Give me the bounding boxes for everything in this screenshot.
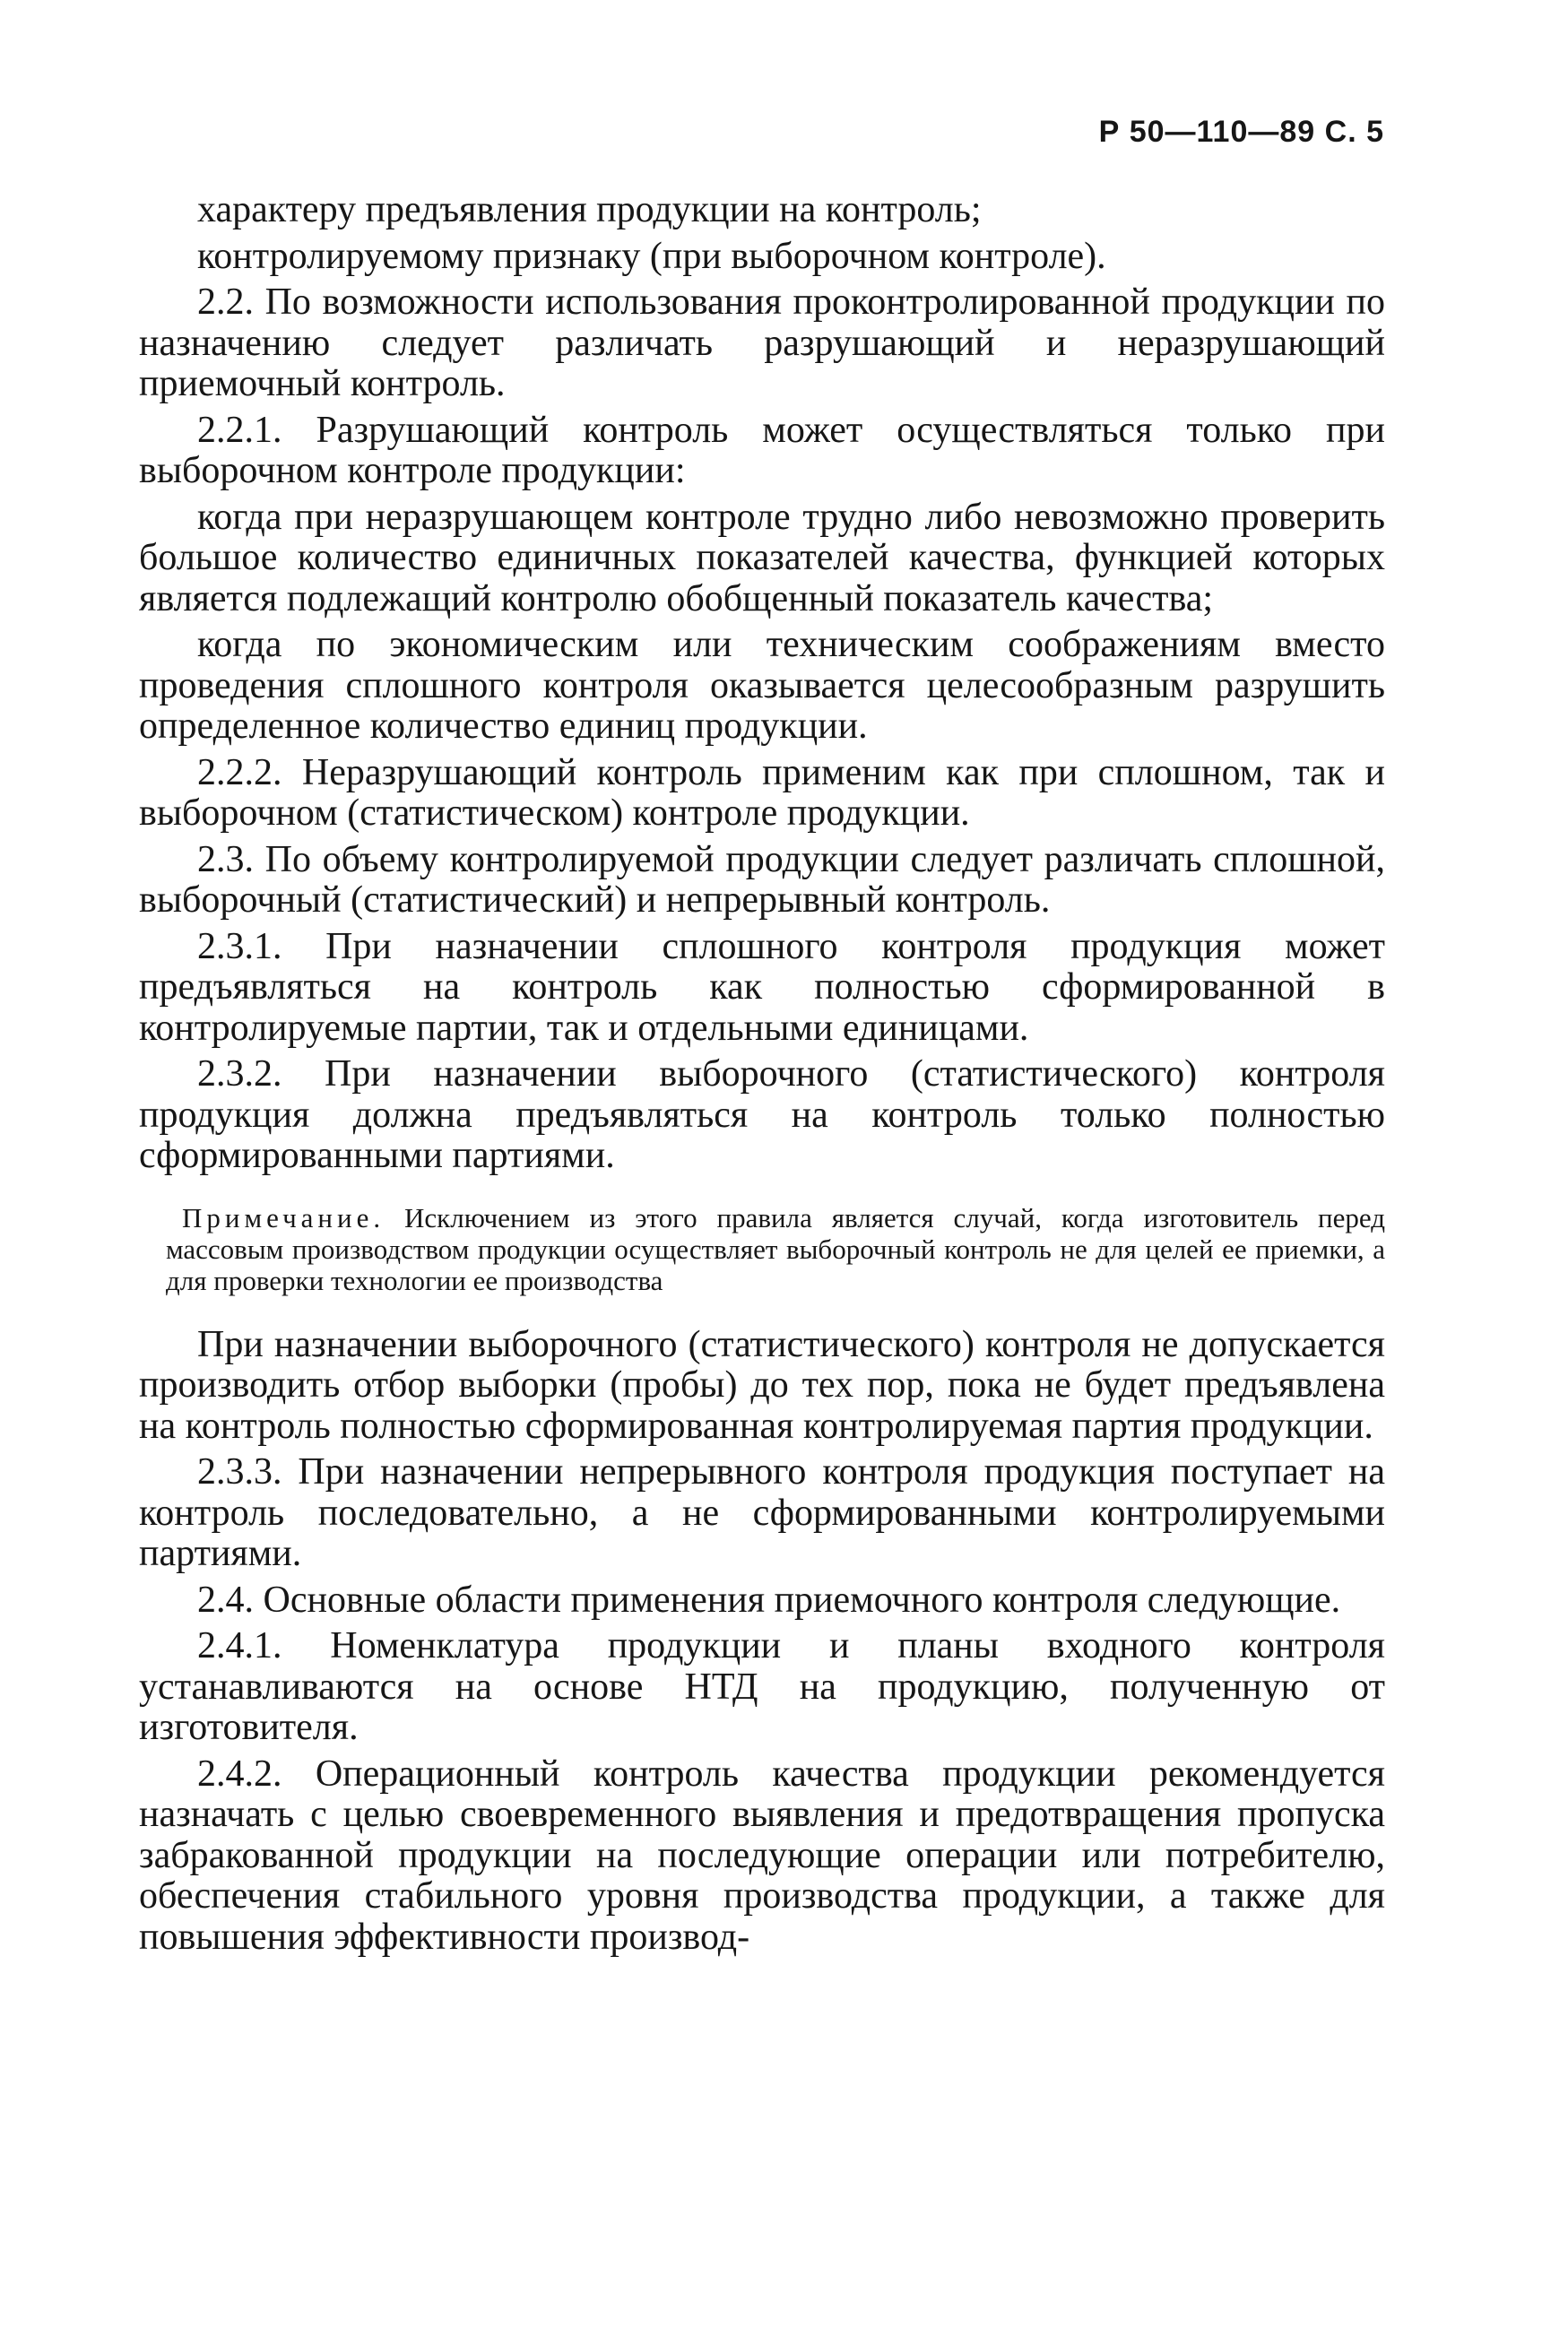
paragraph: 2.2.2. Неразрушающий контроль применим как при сплошном, так и выборочном (статистическом) контроле продукции. [139, 751, 1385, 834]
note [139, 1202, 1385, 1296]
paragraph: 2.3.1. При назначении сплошного контроля продукция может предъявляться на контроль как полностью сформированной в контролируемые партии, так и отдельными единицами. [139, 925, 1385, 1049]
note-text: Исключением из этого правила является случай, когда изготовитель перед массовым производством продукции осуществляет выборочный контроль не для целей ее приемки, а для проверки технологии ее производства [166, 1201, 1385, 1296]
paragraph: 2.4.2. Операционный контроль качества продукции рекомендуется назначать с целью своевременного выявления и предотвращения пропуска забракованной продукции на последующие операции или потребителю, обеспечения стабильного уровня производства продукции, а также для повышения эффективности производ- [139, 1753, 1385, 1958]
paragraph: 2.4.1. Номенклатура продукции и планы входного контроля устанавливаются на основе НТД на продукцию, полученную от изготовителя. [139, 1625, 1385, 1748]
paragraph: 2.2. По возможности использования проконтролированной продукции по назначению следует различать разрушающий и неразрушающий приемочный контроль. [139, 281, 1385, 404]
body-text [139, 190, 1385, 1963]
paragraph: когда при неразрушающем контроле трудно либо невозможно проверить большое количество единичных показателей качества, функцией которых является подлежащий контролю обобщенный показатель качества; [139, 496, 1385, 619]
paragraph: 2.4. Основные области применения приемочного контроля следующие. [197, 1579, 1341, 1621]
paragraph: характеру предъявления продукции на контроль; [197, 189, 982, 230]
paragraph: 2.3.2. При назначении выборочного (статистического) контроля продукция должна предъявляться на контроль только полностью сформированными партиями. [139, 1053, 1385, 1176]
page-header: Р 50—110—89 С. 5 [1098, 115, 1384, 149]
paragraph: 2.3. По объему контролируемой продукции следует различать сплошной, выборочный (статистический) и непрерывный контроль. [139, 838, 1385, 921]
paragraph: При назначении выборочного (статистического) контроля не допускается производить отбор выборки (пробы) до тех пор, пока не будет предъявлена на контроль полностью сформированная контролируемая партия продукции. [139, 1323, 1385, 1447]
paragraph: 2.2.1. Разрушающий контроль может осуществляться только при выборочном контроле продукции: [139, 409, 1385, 491]
note-label: Примечание. [182, 1201, 386, 1233]
paragraph: когда по экономическим или техническим соображениям вместо проведения сплошного контроля оказывается целесообразным разрушить определенное количество единиц продукции. [139, 624, 1385, 747]
paragraph: 2.3.3. При назначении непрерывного контроля продукция поступает на контроль последовательно, а не сформированными контролируемыми партиями. [139, 1451, 1385, 1574]
paragraph: контролируемому признаку (при выборочном контроле). [197, 235, 1106, 277]
